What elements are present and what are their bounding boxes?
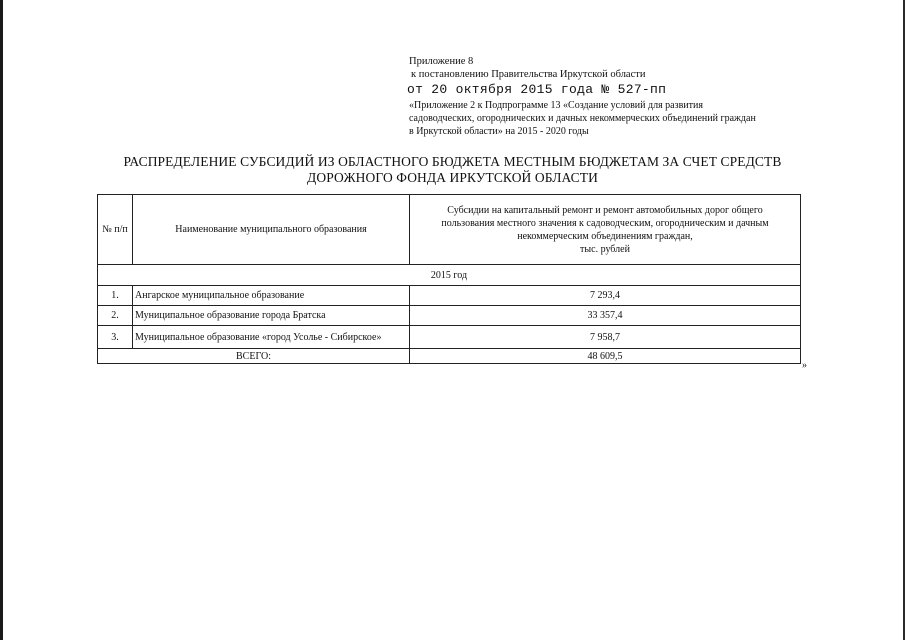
row-amount: 7 293,4 [410, 286, 801, 306]
table-row [98, 326, 801, 349]
annex-date-stamp: от 20 октября 2015 года № 527-пп [407, 82, 667, 97]
row-name: Муниципальное образование «город Усолье - Сибирское» [133, 326, 410, 349]
row-amount: 33 357,4 [410, 306, 801, 326]
row-name: Ангарское муниципальное образование [133, 286, 410, 306]
header-amount [410, 195, 801, 265]
annex-number: Приложение 8 [409, 56, 474, 67]
row-name: Муниципальное образование города Братска [133, 306, 410, 326]
table-row [98, 286, 801, 306]
annex-resolution-ref: к постановлению Правительства Иркутской области [411, 69, 646, 80]
header-amount-line1: Субсидии на капитальный ремонт и ремонт автомобильных дорог общего [447, 204, 763, 216]
closing-quote: » [802, 360, 807, 371]
header-amount-line3: некоммерческим объединениям граждан, [517, 230, 693, 242]
row-num: 2. [98, 306, 133, 326]
row-amount: 7 958,7 [410, 326, 801, 349]
header-name: Наименование муниципального образования [133, 195, 410, 265]
year-row [98, 265, 801, 286]
annex-subprogram-line2: садоводческих, огороднических и дачных некоммерческих объединений граждан [409, 113, 756, 124]
total-label: ВСЕГО: [98, 349, 410, 364]
header-num: № п/п [98, 195, 133, 265]
table-row [98, 306, 801, 326]
total-row [98, 349, 801, 364]
table-header-row [98, 195, 801, 265]
document-title-line1: РАСПРЕДЕЛЕНИЕ СУБСИДИЙ ИЗ ОБЛАСТНОГО БЮДЖЕТА МЕСТНЫМ БЮДЖЕТАМ ЗА СЧЕТ СРЕДСТВ [123, 154, 782, 169]
header-amount-line2: пользования местного значения к садоводческим, огородническим и дачным [441, 217, 769, 229]
row-num: 3. [98, 326, 133, 349]
annex-block [409, 55, 756, 138]
row-num: 1. [98, 286, 133, 306]
total-amount: 48 609,5 [410, 349, 801, 364]
annex-subprogram-line3: в Иркутской области» на 2015 - 2020 годы [409, 126, 589, 137]
annex-subprogram-line1: «Приложение 2 к Подпрограмме 13 «Создание условий для развития [409, 100, 703, 111]
document-title-line2: ДОРОЖНОГО ФОНДА ИРКУТСКОЙ ОБЛАСТИ [307, 170, 598, 185]
year-label: 2015 год [98, 265, 801, 286]
document-title [60, 154, 845, 186]
header-amount-line4: тыс. рублей [580, 243, 630, 255]
scan-left-edge [0, 0, 3, 640]
subsidies-table [97, 194, 801, 364]
